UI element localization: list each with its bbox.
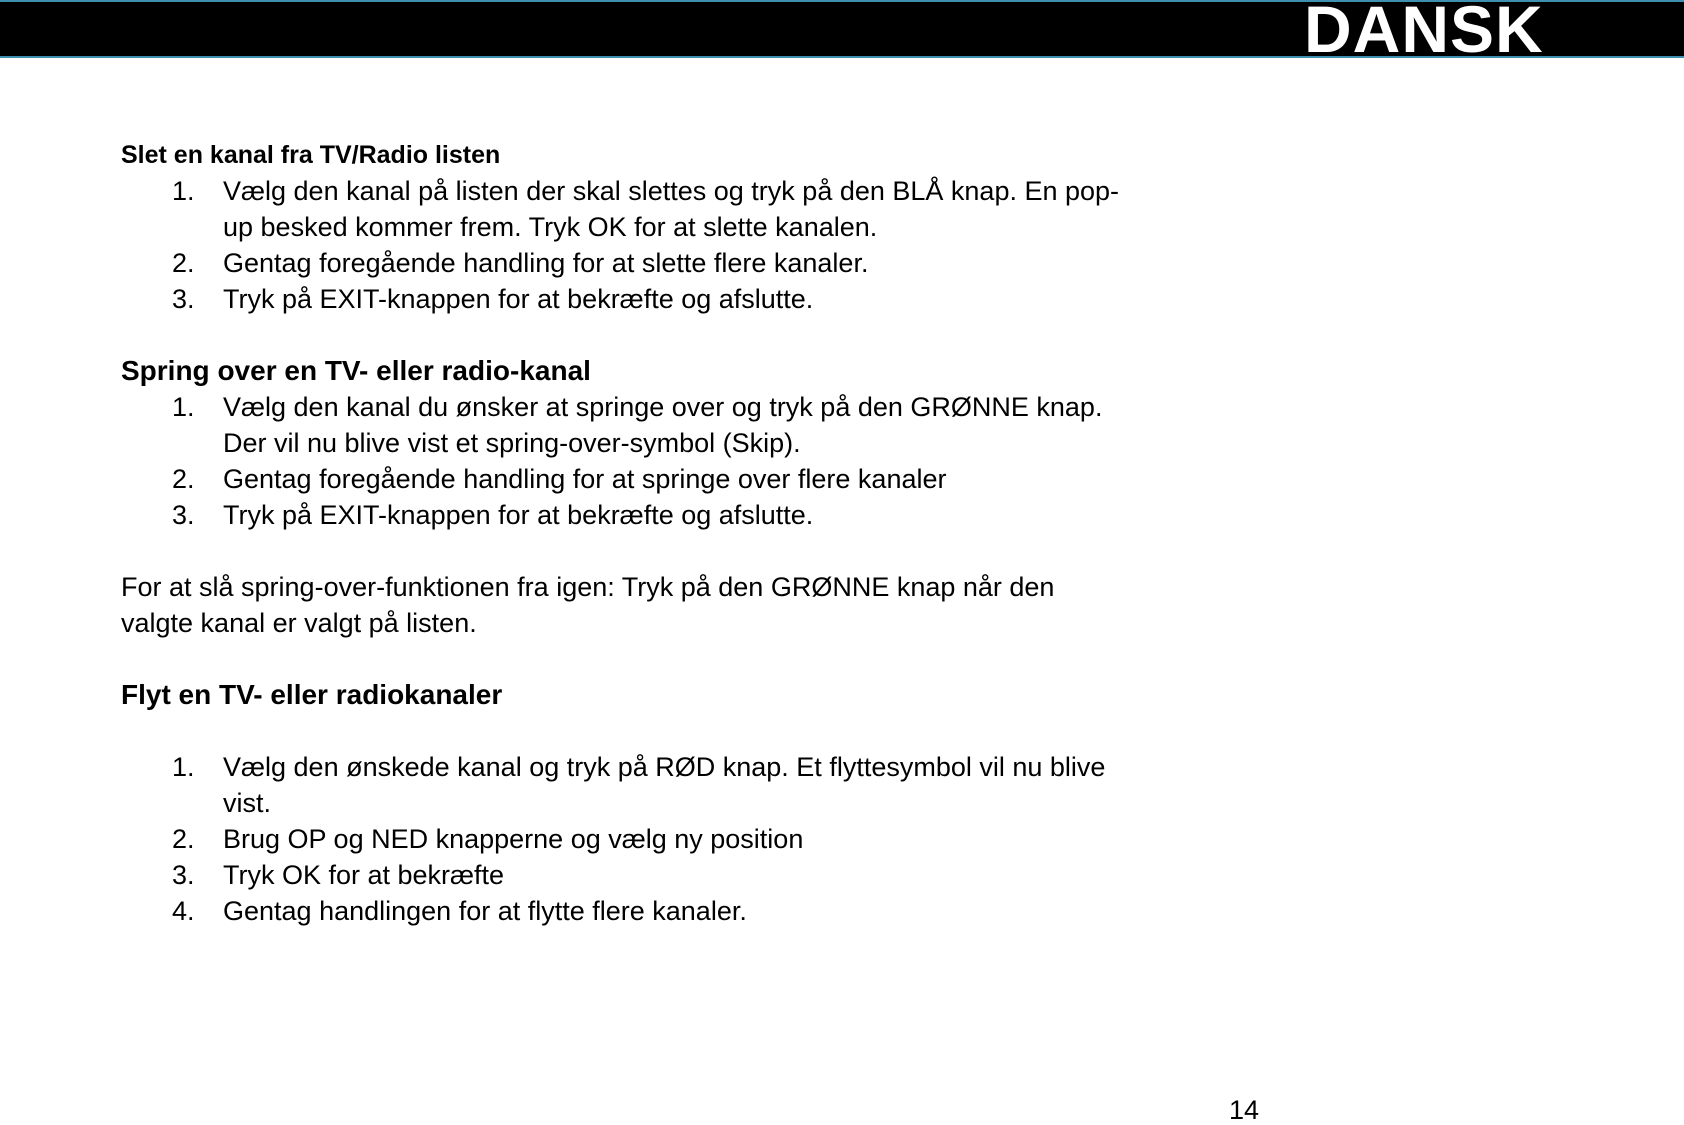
list-number: 2. [172, 464, 195, 494]
list-item [121, 461, 1281, 497]
list-item-text: Gentag foregående handling for at slette flere kanaler. [223, 248, 869, 278]
spacer [121, 317, 1281, 353]
list-item [121, 821, 1281, 857]
list-item-text: Gentag handlingen for at flytte flere kanaler. [223, 896, 747, 926]
spacer [121, 713, 1281, 749]
list-item [121, 857, 1281, 893]
skip-channel-steps [121, 389, 1281, 533]
section-heading-skip-channel: Spring over en TV- eller radio-kanal [121, 355, 591, 386]
list-number: 1. [172, 752, 195, 782]
list-number: 2. [172, 248, 195, 278]
list-item [121, 497, 1281, 533]
list-item-text: Brug OP og NED knapperne og vælg ny position [223, 824, 804, 854]
note-text: For at slå spring-over-funktionen fra igen: Tryk på den GRØNNE knap når den [121, 572, 1055, 602]
list-number: 1. [172, 392, 195, 422]
list-item-text: Vælg den ønskede kanal og tryk på RØD knap. Et flyttesymbol vil nu blive [223, 752, 1106, 782]
section-heading-delete-channel: Slet en kanal fra TV/Radio listen [121, 141, 501, 169]
page-content [121, 137, 1281, 929]
header-bar [0, 0, 1684, 66]
note-text-continued: valgte kanal er valgt på listen. [121, 608, 477, 638]
spacer [121, 533, 1281, 569]
section-heading-move-channel: Flyt en TV- eller radiokanaler [121, 679, 503, 710]
list-item-text-continued: Der vil nu blive vist et spring-over-symbol (Skip). [223, 428, 801, 458]
language-title: DANSK [1304, 0, 1544, 66]
skip-off-note [121, 569, 1221, 641]
list-item [121, 245, 1281, 281]
move-channel-steps [121, 749, 1281, 929]
list-item-text: Gentag foregående handling for at springe over flere kanaler [223, 464, 947, 494]
list-number: 3. [172, 284, 195, 314]
list-item [121, 281, 1281, 317]
delete-channel-steps [121, 173, 1281, 317]
spacer [121, 641, 1281, 677]
list-item-text: Tryk på EXIT-knappen for at bekræfte og afslutte. [223, 284, 814, 314]
list-item-text: Vælg den kanal du ønsker at springe over og tryk på den GRØNNE knap. [223, 392, 1103, 422]
list-number: 2. [172, 824, 195, 854]
list-item-text-continued: up besked kommer frem. Tryk OK for at slette kanalen. [223, 212, 878, 242]
list-item-text: Tryk OK for at bekræfte [223, 860, 505, 890]
list-item-text: Vælg den kanal på listen der skal slettes og tryk på den BLÅ knap. En pop- [223, 176, 1120, 206]
list-number: 3. [172, 860, 195, 890]
list-item [121, 389, 1281, 461]
page-number: 14 [1229, 1095, 1260, 1125]
list-number: 4. [172, 896, 195, 926]
list-item-text-continued: vist. [223, 788, 272, 818]
list-number: 3. [172, 500, 195, 530]
list-item [121, 893, 1281, 929]
list-item-text: Tryk på EXIT-knappen for at bekræfte og afslutte. [223, 500, 814, 530]
list-number: 1. [172, 176, 195, 206]
list-item [121, 173, 1281, 245]
list-item [121, 749, 1281, 821]
